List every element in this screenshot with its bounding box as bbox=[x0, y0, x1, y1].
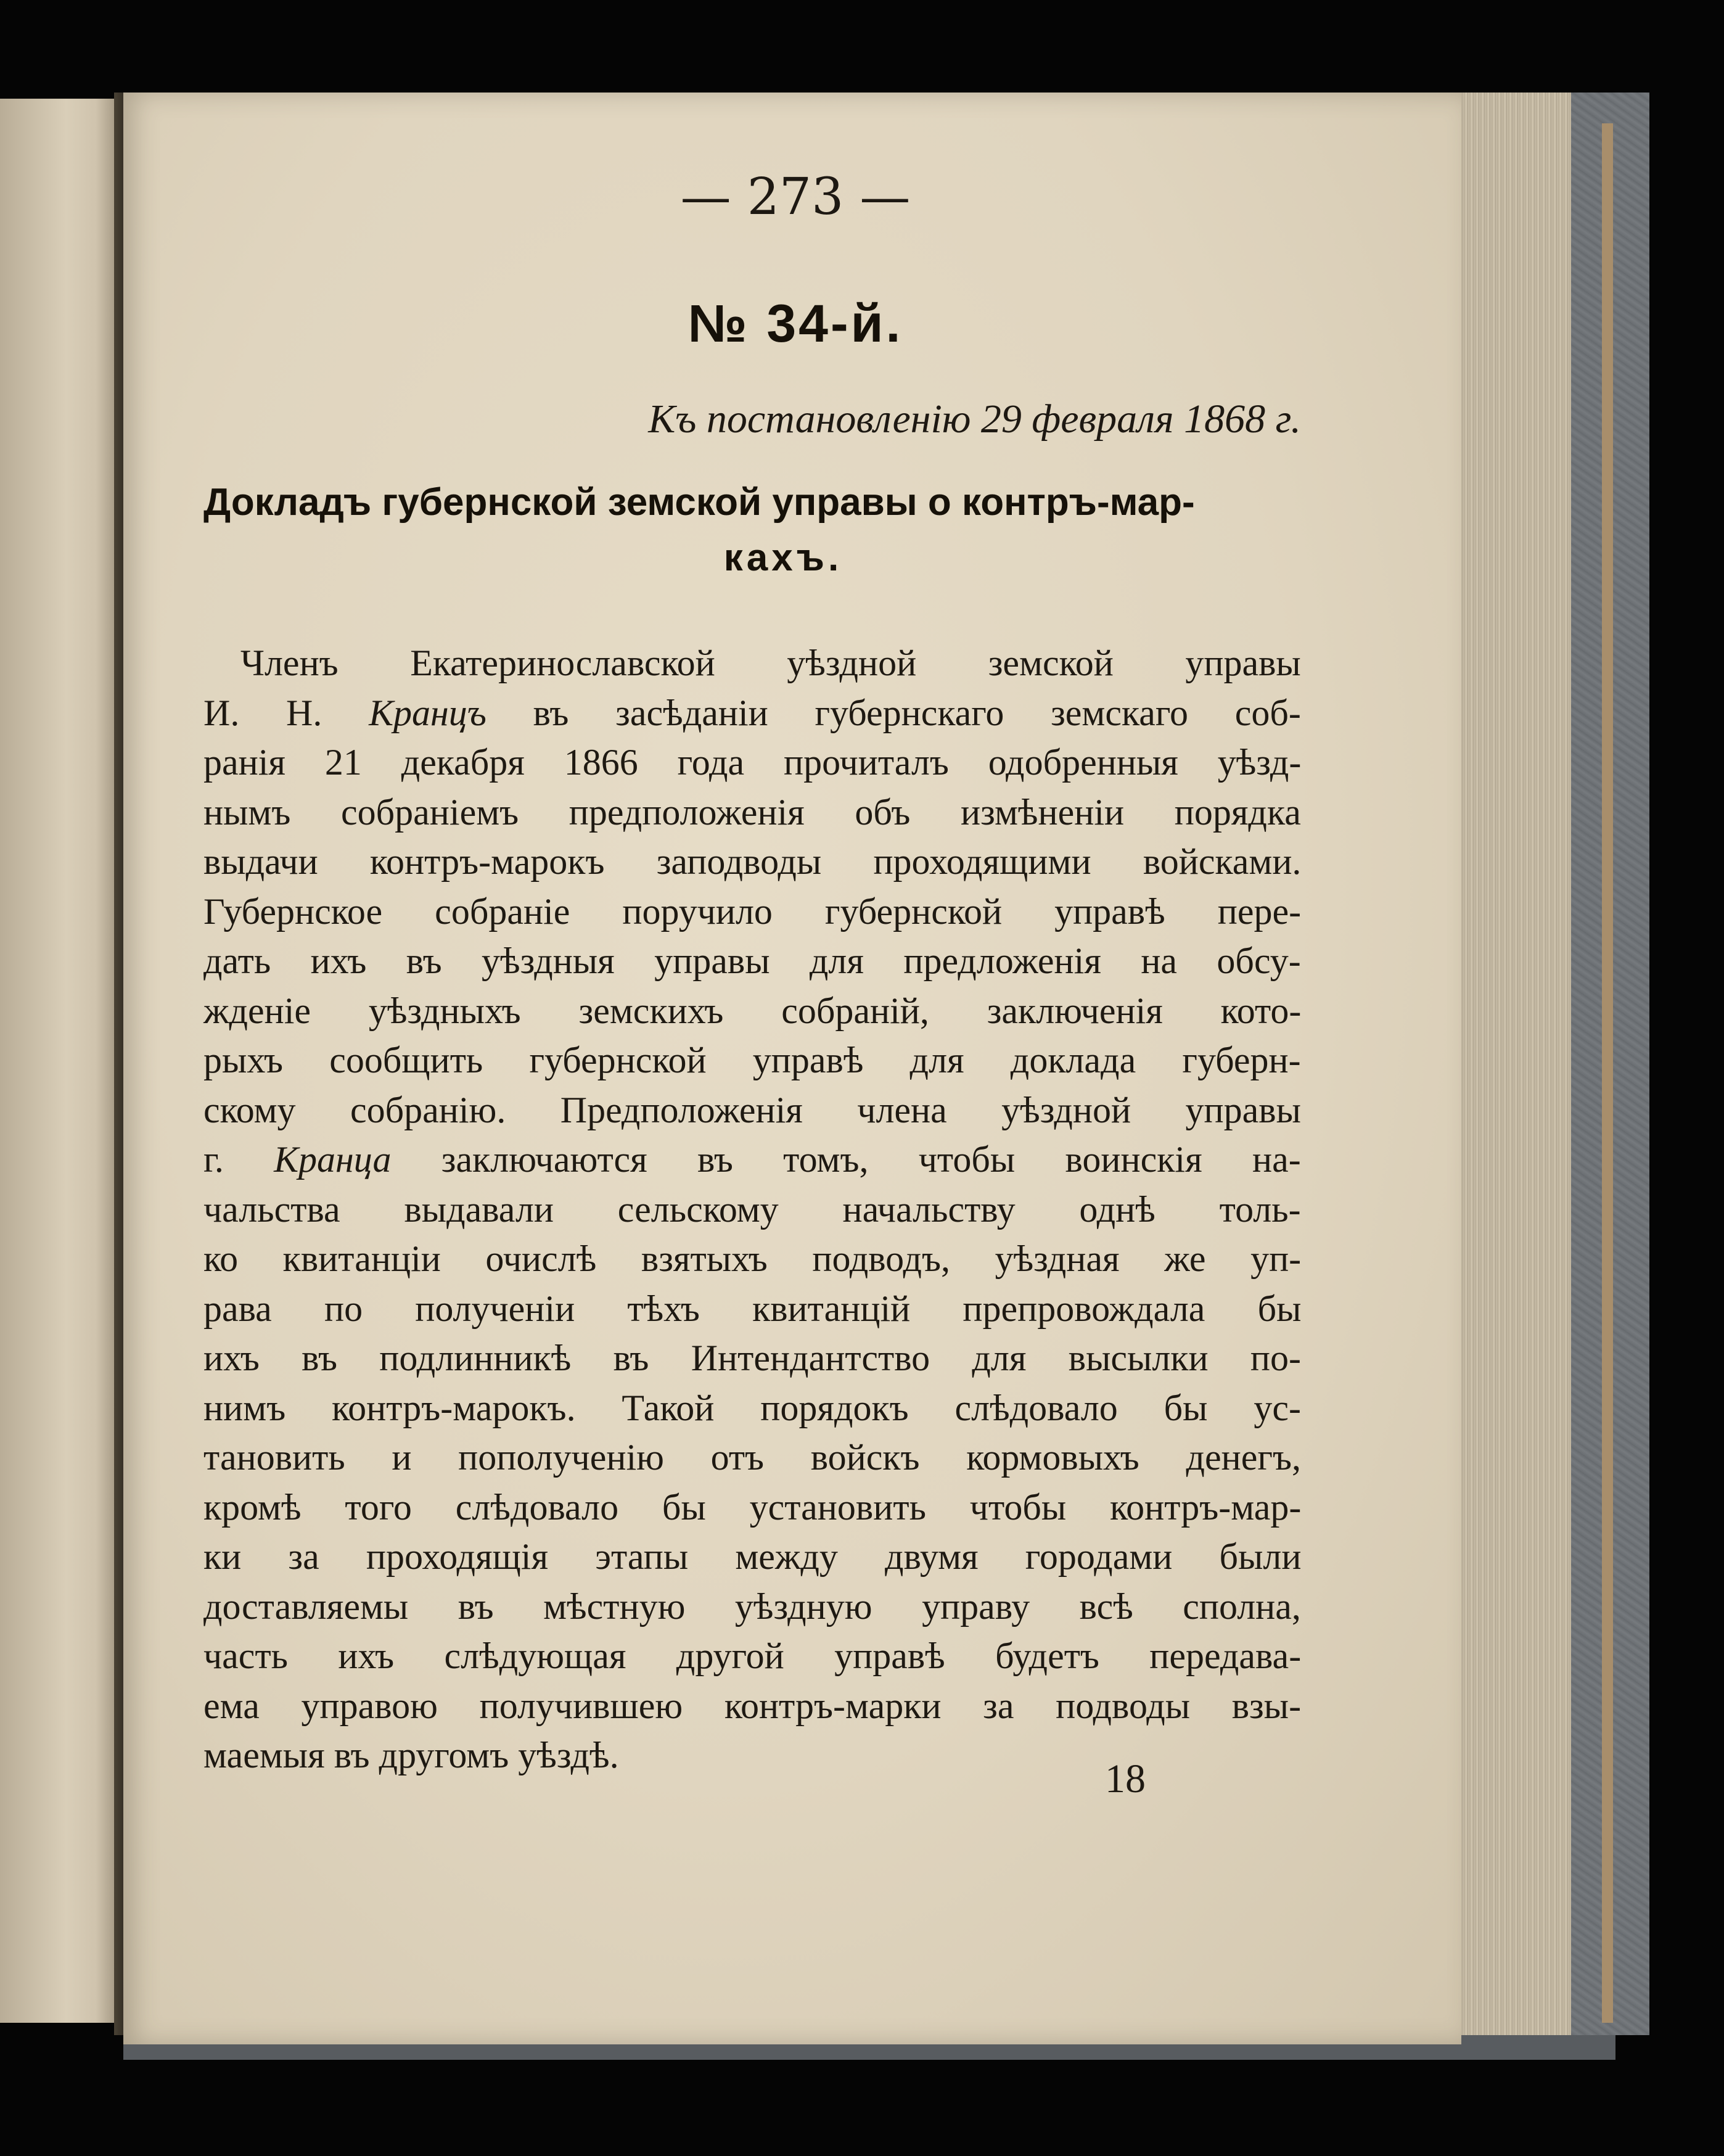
body-line: ема управою получившею контръ-марки за подводы взы- bbox=[203, 1685, 1302, 1726]
body-line: часть ихъ слѣдующая другой управѣ будетъ передава- bbox=[203, 1636, 1302, 1676]
body-line: ихъ въ подлинникѣ въ Интендантство для высылки по- bbox=[203, 1338, 1301, 1378]
body-line: скому собранію. Предположенія члена уѣздной управы bbox=[203, 1089, 1301, 1130]
body-paragraph bbox=[203, 638, 1301, 1780]
body-line: И. Н. Кранцъ въ засѣданіи губернскаго земскаго соб- bbox=[203, 692, 1301, 733]
body-line: нимъ контръ-марокъ. Такой порядокъ слѣдовало бы ус- bbox=[203, 1387, 1301, 1428]
surname-italic: Кранцъ bbox=[369, 692, 486, 733]
title-part-1: Докладъ губернской земской управы bbox=[203, 481, 917, 524]
body-line: доставляемы въ мѣстную уѣздную управу всѣ сполна, bbox=[203, 1586, 1301, 1627]
body-line: Членъ Екатеринославской уѣздной земской управы bbox=[240, 643, 1301, 683]
book-page bbox=[123, 93, 1461, 2044]
title-part-3: кахъ. bbox=[723, 537, 843, 579]
document-number: № 34-й. bbox=[688, 294, 903, 353]
reference-line: Къ постановленію 29 февраля 1868 г. bbox=[648, 397, 1301, 442]
title-part-2: о контръ-мар- bbox=[917, 481, 1195, 524]
body-line: дать ихъ въ уѣздныя управы для предложенія на обсу- bbox=[203, 940, 1301, 981]
body-line: чальства выдавали сельскому начальству однѣ толь- bbox=[203, 1188, 1301, 1230]
body-line: Губернское собраніе поручило губернской управѣ пере- bbox=[203, 891, 1302, 932]
left-facing-page bbox=[0, 99, 123, 2023]
surname-italic: Кранца bbox=[274, 1139, 392, 1180]
cover-edge-strip bbox=[1602, 123, 1613, 2023]
body-line: рава по полученіи тѣхъ квитанцій препровождала бы bbox=[203, 1288, 1302, 1329]
body-line: нымъ собраніемъ предположенія объ измѣненіи порядка bbox=[203, 791, 1301, 833]
body-line: жденіе уѣздныхъ земскихъ собраній, заключенія кото- bbox=[203, 990, 1302, 1031]
body-line: кромѣ того слѣдовало бы установить чтобы контръ-мар- bbox=[203, 1486, 1302, 1528]
body-line: г. Кранца заключаются въ томъ, чтобы воинскія на- bbox=[203, 1139, 1301, 1180]
page-number: — 273 — bbox=[680, 168, 911, 226]
page-edges-stack bbox=[1455, 93, 1571, 2041]
body-line: тановить и пополученію отъ войскъ кормовыхъ денегъ, bbox=[203, 1437, 1301, 1478]
body-line: ки за проходящія этапы между двумя городами были bbox=[203, 1536, 1302, 1577]
body-line: ко квитанціи очислѣ взятыхъ подводъ, уѣздная же уп- bbox=[203, 1238, 1302, 1279]
body-line: ранія 21 декабря 1866 года прочиталъ одобренныя уѣзд- bbox=[203, 742, 1302, 783]
signature-mark: 18 bbox=[1105, 1756, 1146, 1801]
body-line: маемыя въ другомъ уѣздѣ. bbox=[203, 1735, 619, 1775]
body-line: рыхъ сообщить губернской управѣ для доклада губерн- bbox=[203, 1040, 1301, 1080]
body-line: выдачи контръ-марокъ заподводы проходящими войсками. bbox=[203, 841, 1302, 882]
report-title bbox=[203, 475, 1301, 586]
